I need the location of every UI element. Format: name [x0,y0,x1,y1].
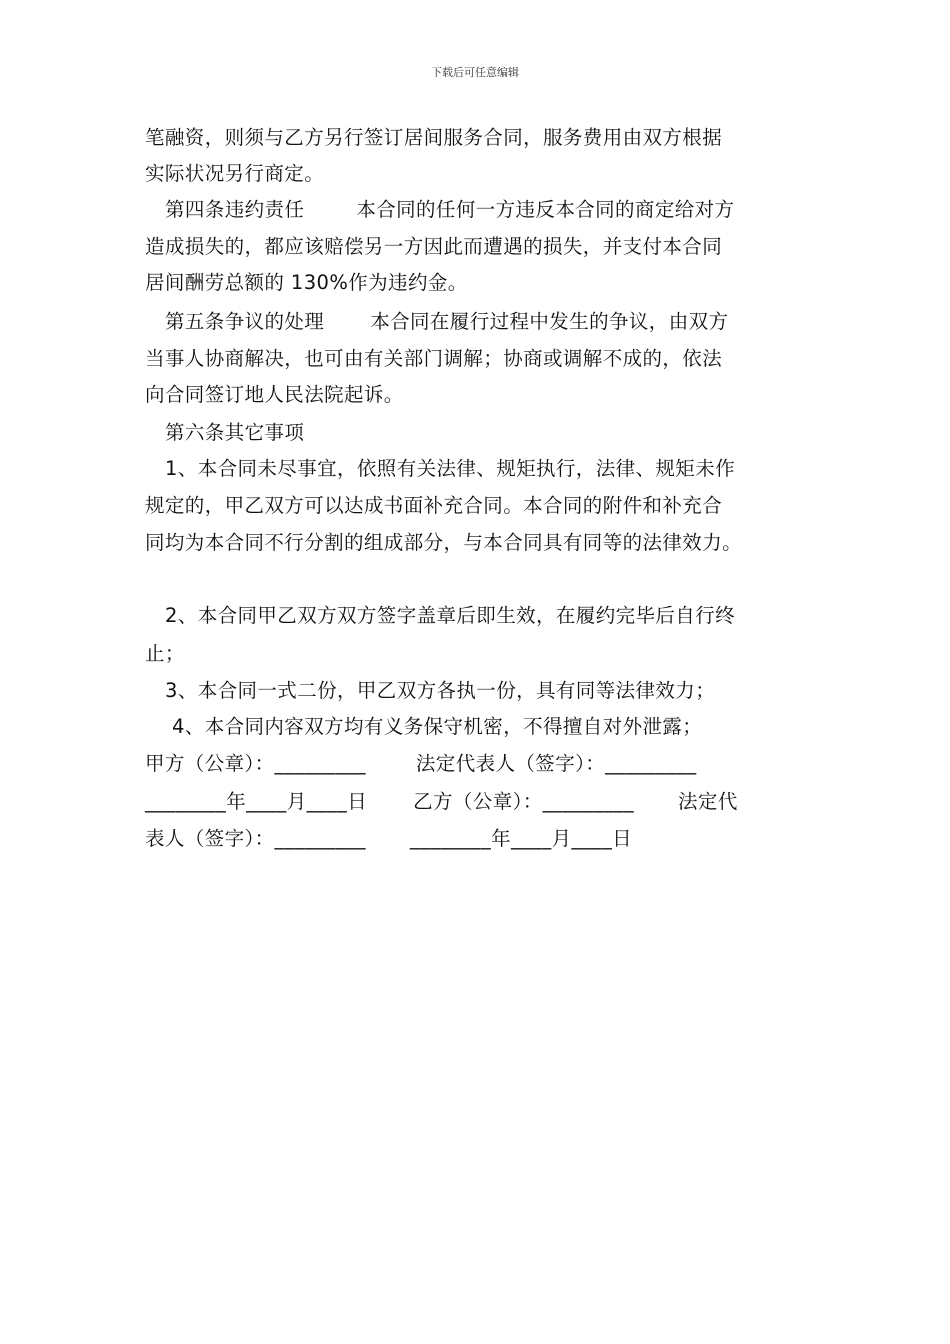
text-line: 居间酬劳总额的 130%作为违约金。 [145,271,468,294]
article-five-line [165,310,728,334]
clause-one-line: 1、本合同未尽事宜，依照有关法律、规矩执行，法律、规矩未作 [165,457,736,480]
article-six-title: 第六条其它事项 [165,421,305,444]
party-b-representative-end: 表人（签字）：_________ [145,827,366,850]
text-line: 向合同签订地人民法院起诉。 [145,383,404,406]
text-line: 笔融资，则须与乙方另行签订居间服务合同，服务费用由双方根据 [145,126,723,149]
article-five-title: 第五条争议的处理 [165,310,325,333]
party-a-date: ________年____月____日 [145,790,368,813]
party-a-representative: 法定代表人（签字）：_________ [415,752,697,775]
party-a-seal: 甲方（公章）：_________ [145,752,366,775]
party-b-seal: 乙方（公章）：_________ [413,790,635,813]
text-line: 当事人协商解决，也可由有关部门调解；协商或调解不成的，依法 [145,347,723,370]
signature-line-one [145,752,697,776]
signature-line-three [145,827,632,851]
clause-two-line: 2、本合同甲乙双方双方签字盖章后即生效，在履约完毕后自行终 [165,604,736,627]
text-line: 同均为本合同不行分割的组成部分，与本合同具有同等的法律效力。 [145,531,743,554]
article-four-line [165,198,734,222]
article-five-text: 本合同在履行过程中发生的争议，由双方 [370,310,729,333]
text-line: 实际状况另行商定。 [145,162,325,185]
party-b-representative-start: 法定代 [678,790,738,813]
signature-line-two [145,790,738,814]
clause-four-line: 4、本合同内容双方均有义务保守机密，不得擅自对外泄露； [172,715,703,738]
text-line: 造成损失的，都应该赔偿另一方因此而遭遇的损失，并支付本合同 [145,235,723,258]
text-line: 规定的，甲乙双方可以达成书面补充合同。本合同的附件和补充合 [145,494,723,517]
page-header: 下载后可任意编辑 [431,66,519,79]
article-four-text: 本合同的任何一方违反本合同的商定给对方 [356,198,735,221]
party-b-date: ________年____月____日 [409,827,633,850]
text-line: 止； [145,642,185,665]
clause-three-line: 3、本合同一式二份，甲乙双方各执一份，具有同等法律效力； [165,679,716,702]
article-four-title: 第四条违约责任 [165,198,305,221]
